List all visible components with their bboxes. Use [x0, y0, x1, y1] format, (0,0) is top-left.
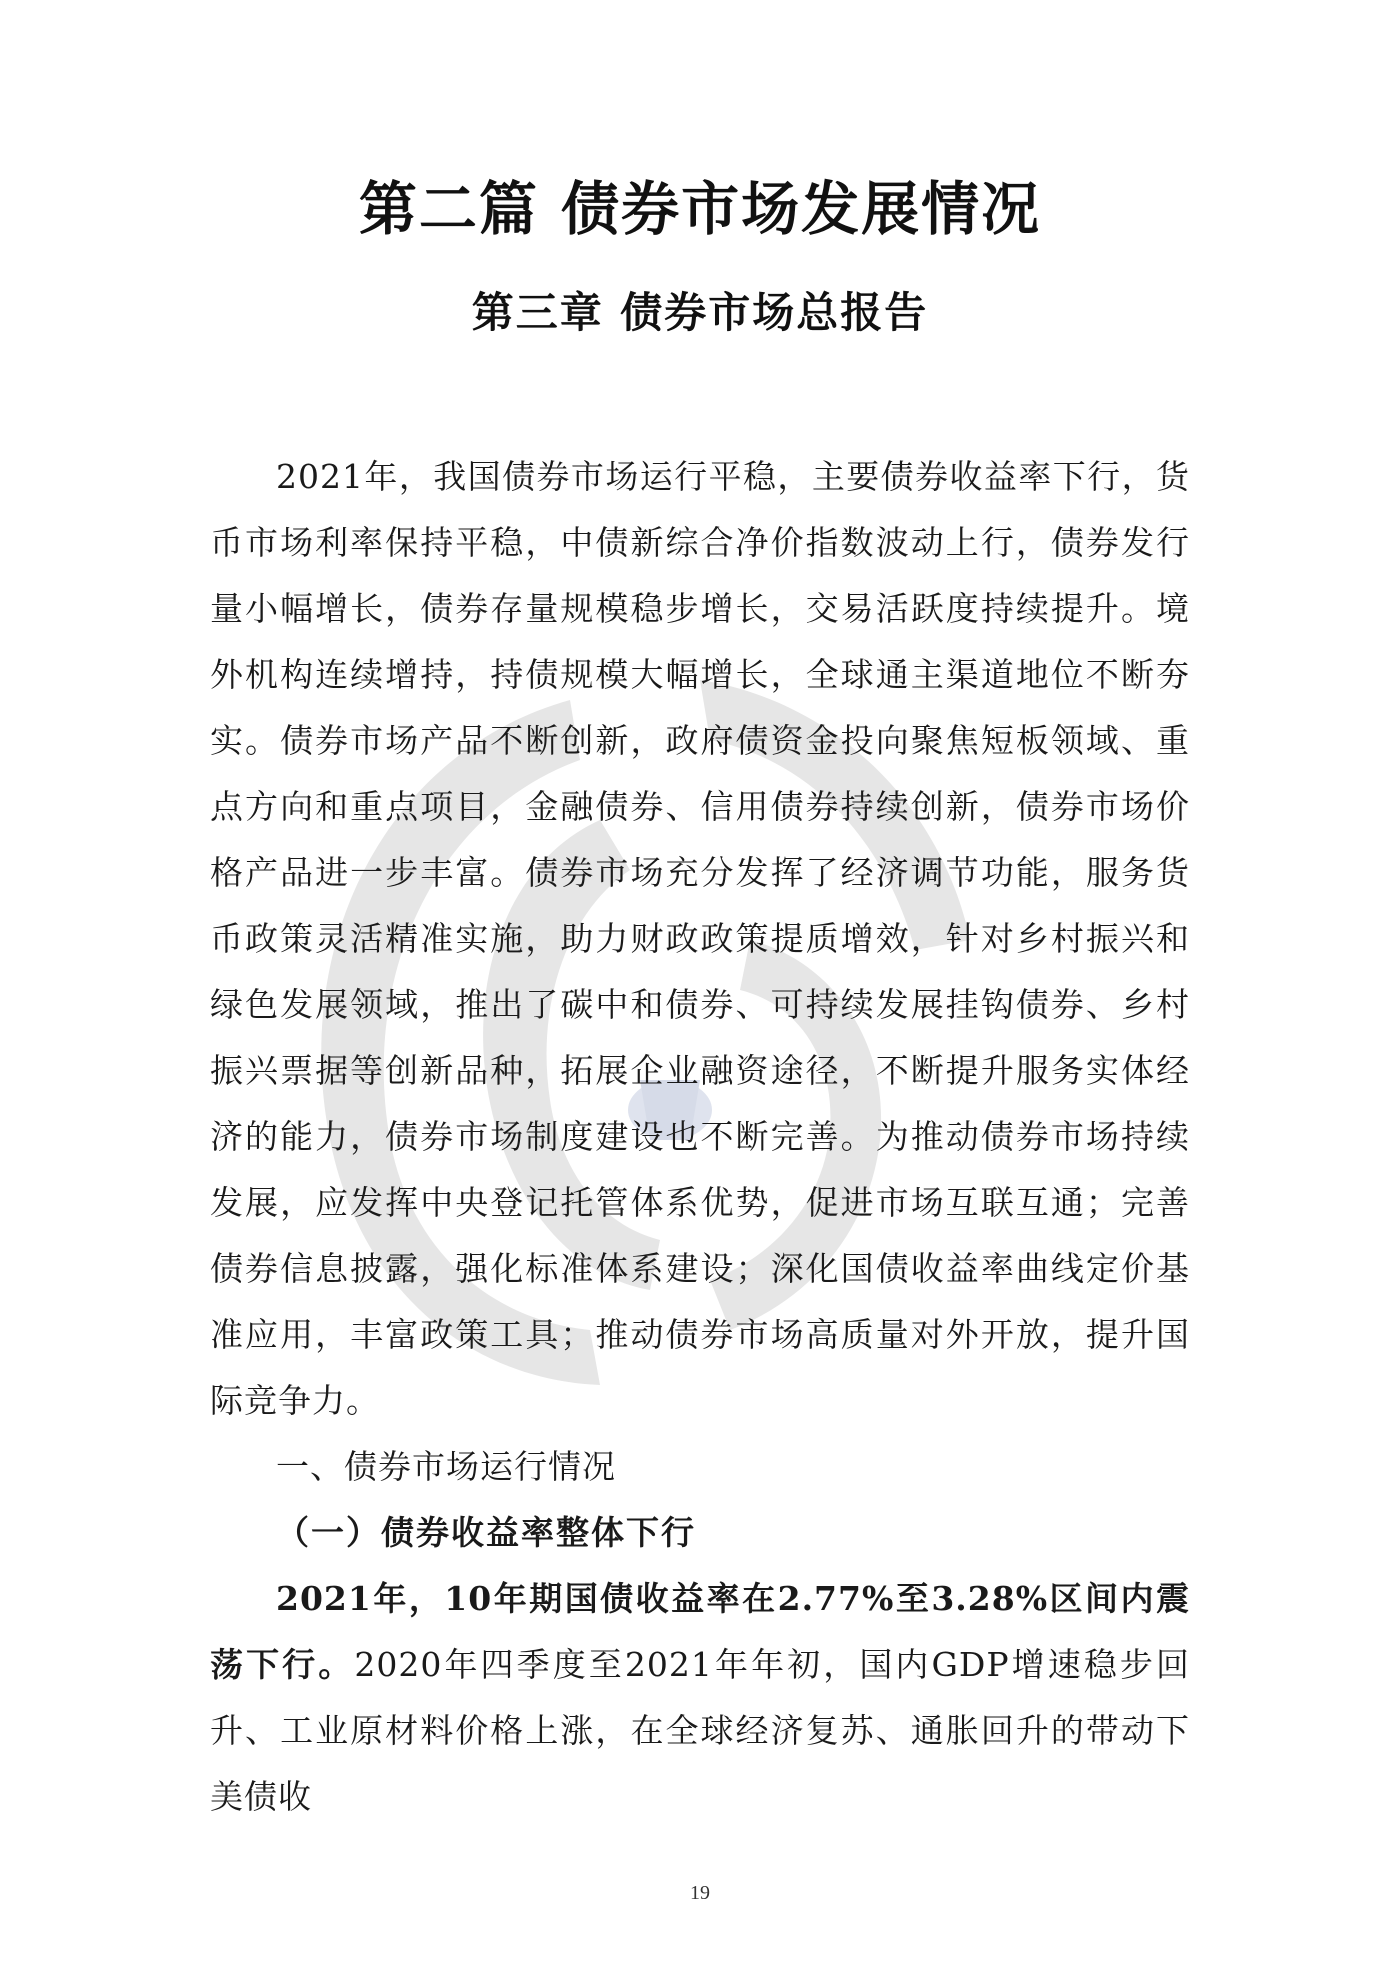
intro-paragraph: 2021年，我国债券市场运行平稳，主要债券收益率下行，货币市场利率保持平稳，中债新综合净价指数波动上行，债券发行量小幅增长，债券存量规模稳步增长，交易活跃度持续提升。境外机构连续增持，持债规模大幅增长，全球通主渠道地位不断夯实。债券市场产品不断创新，政府债资金投向聚焦短板领域、重点方向和重点项目，金融债券、信用债券持续创新，债券市场价格产品进一步丰富。债券市场充分发挥了经济调节功能，服务货币政策灵活精准实施，助力财政政策提质增效，针对乡村振兴和绿色发展领域，推出了碳中和债券、可持续发展挂钩债券、乡村振兴票据等创新品种，拓展企业融资途径，不断提升服务实体经济的能力，债券市场制度建设也不断完善。为推动债券市场持续发展，应发挥中央登记托管体系优势，促进市场互联互通；完善债券信息披露，强化标准体系建设；深化国债收益率曲线定价基准应用，丰富政策工具；推动债券市场高质量对外开放，提升国际竞争力。 — [210, 457, 1190, 1420]
page-number: 19 — [690, 1882, 710, 1904]
part-title: 第二篇 债券市场发展情况 — [358, 175, 1042, 243]
lead-paragraph — [210, 1566, 1190, 1830]
lead-sentence-bold: 2021年，10年期国债收益率在2.77%至3.28%区间内震荡下行。 — [210, 1579, 1190, 1684]
chapter-title: 第三章 债券市场总报告 — [471, 288, 929, 337]
subsection-heading: （一）债券收益率整体下行 — [276, 1513, 696, 1552]
lead-paragraph-rest: 2020年四季度至2021年年初，国内GDP增速稳步回升、工业原材料价格上涨，在全球经济复苏、通胀回升的带动下美债收 — [210, 1645, 1190, 1816]
body-text — [210, 444, 1190, 1830]
section-heading: 一、债券市场运行情况 — [276, 1447, 616, 1486]
